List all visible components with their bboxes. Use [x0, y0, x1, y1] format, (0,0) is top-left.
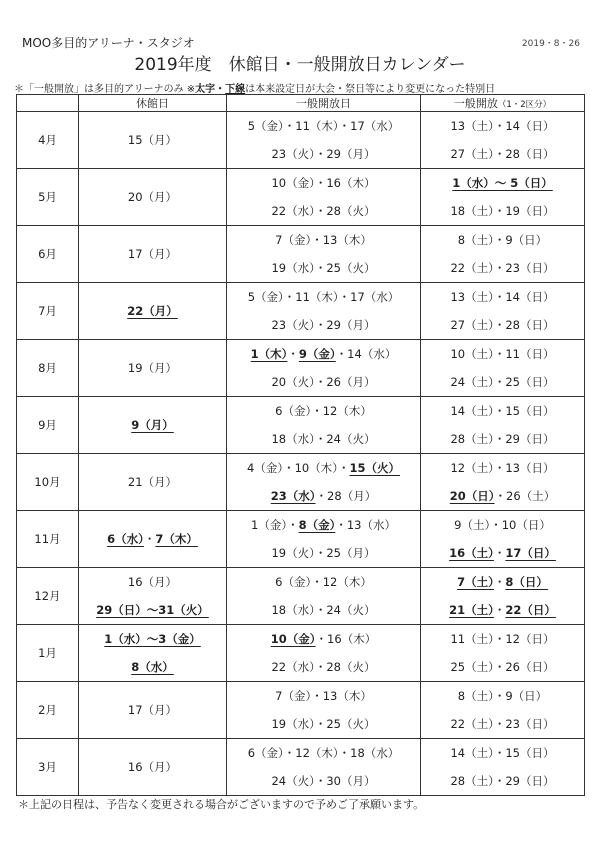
- closed-line: [128, 696, 177, 724]
- open-special-date: 8（金）: [298, 518, 336, 532]
- closed-line: [131, 411, 174, 439]
- open-special-date: 10（金）: [270, 632, 316, 646]
- header-partial-label: 一般開放: [453, 97, 498, 110]
- closed-line: [107, 525, 198, 553]
- open-cell: [227, 226, 420, 282]
- closed-special-date: 6（水）: [107, 532, 144, 546]
- open-date: 19（火）・25（月）: [271, 546, 376, 560]
- partial-open-cell: [421, 739, 585, 796]
- closed-special-date: 8（水）: [131, 660, 174, 674]
- month-row: [17, 625, 585, 682]
- closed-cell: [79, 625, 226, 681]
- partial-line: [450, 340, 554, 368]
- open-cell: [227, 397, 420, 453]
- partial-open-cell: [421, 226, 585, 283]
- closed-day-cell: [79, 739, 227, 796]
- open-day-cell: [227, 340, 421, 397]
- closed-cell: [79, 454, 226, 510]
- closed-special-date: 1（水）～3（金）: [104, 632, 201, 646]
- month-label: 10月: [17, 454, 79, 511]
- closed-special-date: 7（木）: [155, 532, 198, 546]
- closed-date: 16（月）: [127, 575, 178, 589]
- partial-date: ・: [493, 546, 506, 560]
- open-line: [275, 682, 372, 710]
- closed-cell: [79, 169, 226, 225]
- legend-note-text-a: ＊「一般開放」は多目的アリーナのみ ※: [14, 84, 196, 95]
- partial-line: [450, 454, 554, 482]
- open-date: 6（金）・12（木）: [275, 404, 372, 418]
- legend-note-text-b: は本来設定日が大会・祭日等により変更になった特別日: [245, 84, 496, 95]
- open-day-cell: [227, 226, 421, 283]
- partial-line: [450, 254, 554, 282]
- partial-line: [454, 511, 551, 539]
- open-date: 18（水）・24（火）: [271, 432, 376, 446]
- open-day-cell: [227, 511, 421, 568]
- partial-date: 25（土）・26（日）: [450, 660, 555, 674]
- partial-date: 28（土）・29（日）: [450, 432, 555, 446]
- month-label: 1月: [17, 625, 79, 682]
- partial-date: ・26（土）: [494, 489, 556, 503]
- open-date: 10（金）・16（木）: [271, 176, 376, 190]
- partial-line: [450, 739, 554, 767]
- header-partial-sub: （1・2区分）: [497, 100, 552, 110]
- closed-line: [128, 753, 177, 781]
- partial-open-cell: [421, 340, 585, 397]
- header-partial: [421, 95, 585, 112]
- open-cell: [227, 340, 420, 396]
- open-date: 1（金）・: [251, 518, 299, 532]
- partial-cell: [421, 568, 584, 624]
- partial-line: [450, 197, 554, 225]
- month-row: [17, 682, 585, 739]
- open-date: ・28（月）: [315, 489, 377, 503]
- partial-cell: [421, 226, 584, 282]
- open-date: 7（金）・13（木）: [275, 233, 372, 247]
- partial-special-date: 16（土）: [449, 546, 494, 560]
- partial-date: 22（土）・23（日）: [450, 261, 555, 275]
- open-day-cell: [227, 739, 421, 796]
- open-line: [271, 368, 375, 396]
- partial-special-date: 17（日）: [505, 546, 556, 560]
- closed-day-cell: [79, 169, 227, 226]
- open-date: 24（火）・30（月）: [271, 774, 376, 788]
- open-cell: [227, 511, 420, 567]
- partial-date: 22（土）・23（日）: [450, 717, 555, 731]
- closed-line: [128, 240, 177, 268]
- closed-line: [104, 625, 201, 653]
- month-row: [17, 112, 585, 169]
- partial-line: [450, 425, 554, 453]
- closed-cell: [79, 682, 226, 738]
- partial-date: 13（土）・14（日）: [450, 119, 555, 133]
- closed-day-cell: [79, 226, 227, 283]
- open-cell: [227, 568, 420, 624]
- partial-open-cell: [421, 511, 585, 568]
- closed-line: [96, 596, 209, 624]
- open-line: [275, 397, 372, 425]
- page-title: 2019年度 休館日・一般開放日カレンダー: [134, 55, 466, 75]
- calendar-body: [17, 112, 585, 796]
- month-row: [17, 397, 585, 454]
- closed-line: [128, 468, 177, 496]
- open-date: 5（金）・11（木）・17（水）: [247, 290, 400, 304]
- month-row: [17, 568, 585, 625]
- partial-date: ・: [493, 603, 506, 617]
- partial-cell: [421, 454, 584, 510]
- open-line: [271, 254, 375, 282]
- open-line: [271, 539, 375, 567]
- partial-line: [457, 568, 548, 596]
- open-date: 23（火）・29（月）: [271, 318, 376, 332]
- open-date: 5（金）・11（木）・17（水）: [247, 119, 400, 133]
- open-line: [271, 625, 376, 653]
- month-label: 6月: [17, 226, 79, 283]
- open-day-cell: [227, 682, 421, 739]
- header-open: 一般開放日: [227, 95, 421, 112]
- calendar-table: [16, 94, 585, 796]
- closed-special-date: 22（月）: [127, 304, 178, 318]
- open-date: 20（火）・26（月）: [271, 375, 376, 389]
- footer-note: ＊上記の日程は、予告なく変更される場合がございますので予めご了承願います。: [18, 798, 425, 811]
- open-special-date: 23（水）: [270, 489, 316, 503]
- partial-open-cell: [421, 397, 585, 454]
- closed-special-date: 9（月）: [131, 418, 174, 432]
- closed-date: 16（月）: [127, 760, 178, 774]
- partial-date: 18（土）・19（日）: [450, 204, 555, 218]
- header-month: [17, 95, 79, 112]
- open-line: [248, 283, 400, 311]
- closed-cell: [79, 511, 226, 567]
- legend-underline-sample: 下線: [225, 84, 246, 95]
- closed-date: 20（月）: [127, 190, 178, 204]
- open-date: 7（金）・13（木）: [275, 689, 372, 703]
- partial-open-cell: [421, 283, 585, 340]
- partial-line: [450, 767, 554, 795]
- closed-day-cell: [79, 454, 227, 511]
- partial-cell: [421, 511, 584, 567]
- partial-cell: [421, 397, 584, 453]
- open-date: 18（水）・24（火）: [271, 603, 376, 617]
- closed-day-cell: [79, 568, 227, 625]
- closed-date: 17（月）: [127, 247, 178, 261]
- month-row: [17, 283, 585, 340]
- header-row: [17, 95, 585, 112]
- partial-date: 24（土）・25（日）: [450, 375, 555, 389]
- open-line: [251, 511, 396, 539]
- closed-day-cell: [79, 625, 227, 682]
- open-line: [271, 140, 375, 168]
- closed-day-cell: [79, 511, 227, 568]
- closed-line: [131, 653, 174, 681]
- open-line: [271, 197, 375, 225]
- closed-line: [128, 354, 177, 382]
- open-date: ・13（水）: [335, 518, 396, 532]
- month-row: [17, 340, 585, 397]
- closed-cell: [79, 226, 226, 282]
- partial-date: 27（土）・28（日）: [450, 147, 555, 161]
- partial-special-date: 8（日）: [505, 575, 548, 589]
- month-label: 4月: [17, 112, 79, 169]
- partial-special-date: 22（日）: [505, 603, 556, 617]
- closed-day-cell: [79, 340, 227, 397]
- month-label: 12月: [17, 568, 79, 625]
- partial-date: 11（土）・12（日）: [450, 632, 555, 646]
- partial-date: 8（土）・9（日）: [457, 689, 548, 703]
- partial-line: [450, 368, 554, 396]
- closed-day-cell: [79, 682, 227, 739]
- closed-date: 17（月）: [127, 703, 178, 717]
- partial-date: 8（土）・9（日）: [457, 233, 548, 247]
- open-date: 19（水）・25（火）: [271, 261, 376, 275]
- open-date: ・14（水）: [335, 347, 397, 361]
- partial-open-cell: [421, 112, 585, 169]
- open-line: [248, 112, 400, 140]
- open-line: [271, 767, 375, 795]
- closed-date: 19（月）: [127, 361, 178, 375]
- open-line: [271, 710, 375, 738]
- open-cell: [227, 682, 420, 738]
- month-row: [17, 169, 585, 226]
- open-special-date: 9（金）: [298, 347, 336, 361]
- open-day-cell: [227, 454, 421, 511]
- partial-line: [449, 596, 556, 624]
- month-row: [17, 511, 585, 568]
- open-cell: [227, 283, 420, 339]
- open-cell: [227, 169, 420, 225]
- issue-date: 2019・8・26: [521, 39, 580, 49]
- month-label: 8月: [17, 340, 79, 397]
- closed-cell: [79, 568, 226, 624]
- legend-bold-sample: 太字・: [195, 84, 226, 95]
- open-line: [271, 596, 375, 624]
- partial-date: 14（土）・15（日）: [450, 746, 555, 760]
- open-line: [271, 311, 375, 339]
- partial-open-cell: [421, 682, 585, 739]
- partial-line: [450, 625, 554, 653]
- partial-special-date: 1（水）～ 5（日）: [452, 176, 553, 190]
- closed-cell: [79, 340, 226, 396]
- partial-cell: [421, 682, 584, 738]
- open-line: [247, 454, 400, 482]
- closed-cell: [79, 739, 226, 795]
- partial-line: [452, 169, 553, 197]
- partial-date: 14（土）・15（日）: [450, 404, 555, 418]
- open-date: 4（金）・10（木）・: [247, 461, 350, 475]
- open-line: [275, 226, 372, 254]
- closed-line: [127, 297, 178, 325]
- open-cell: [227, 739, 420, 795]
- month-label: 5月: [17, 169, 79, 226]
- partial-cell: [421, 340, 584, 396]
- closed-cell: [79, 112, 226, 168]
- closed-line: [128, 183, 177, 211]
- partial-line: [458, 682, 547, 710]
- partial-date: ・: [493, 575, 506, 589]
- partial-line: [450, 397, 554, 425]
- closed-day-cell: [79, 283, 227, 340]
- open-line: [271, 425, 375, 453]
- partial-cell: [421, 169, 584, 225]
- partial-special-date: 20（日）: [449, 489, 495, 503]
- partial-cell: [421, 112, 584, 168]
- legend-note: [14, 80, 495, 95]
- partial-special-date: 7（土）: [457, 575, 494, 589]
- closed-date: 21（月）: [127, 475, 178, 489]
- open-day-cell: [227, 283, 421, 340]
- month-row: [17, 454, 585, 511]
- partial-date: 12（土）・13（日）: [450, 461, 555, 475]
- open-line: [248, 739, 400, 767]
- partial-date: 27（土）・28（日）: [450, 318, 555, 332]
- closed-cell: [79, 283, 226, 339]
- header-closed: 休館日: [79, 95, 227, 112]
- open-day-cell: [227, 568, 421, 625]
- open-date: ・: [287, 347, 299, 361]
- open-line: [275, 568, 372, 596]
- open-line: [251, 340, 397, 368]
- calendar-table-wrapper: [16, 94, 584, 790]
- open-cell: [227, 454, 420, 510]
- closed-day-cell: [79, 112, 227, 169]
- open-date: ・16（木）: [315, 632, 377, 646]
- open-day-cell: [227, 112, 421, 169]
- open-special-date: 1（木）: [250, 347, 288, 361]
- partial-open-cell: [421, 454, 585, 511]
- partial-line: [458, 226, 547, 254]
- open-date: 23（火）・29（月）: [271, 147, 376, 161]
- partial-line: [450, 140, 554, 168]
- open-special-date: 15（火）: [349, 461, 400, 475]
- partial-line: [449, 539, 556, 567]
- open-date: 22（水）・28（火）: [271, 660, 376, 674]
- partial-cell: [421, 283, 584, 339]
- open-date: 19（水）・25（火）: [271, 717, 376, 731]
- partial-cell: [421, 625, 584, 681]
- open-date: 22（水）・28（火）: [271, 204, 376, 218]
- open-day-cell: [227, 625, 421, 682]
- partial-open-cell: [421, 625, 585, 682]
- partial-line: [450, 112, 554, 140]
- closed-cell: [79, 397, 226, 453]
- partial-open-cell: [421, 169, 585, 226]
- open-date: 6（金）・12（木）: [275, 575, 372, 589]
- closed-line: [128, 126, 177, 154]
- partial-special-date: 21（土）: [449, 603, 494, 617]
- partial-date: 10（土）・11（日）: [450, 347, 555, 361]
- month-label: 3月: [17, 739, 79, 796]
- month-label: 9月: [17, 397, 79, 454]
- partial-date: 9（土）・10（日）: [454, 518, 551, 532]
- month-label: 11月: [17, 511, 79, 568]
- open-cell: [227, 625, 420, 681]
- open-date: 6（金）・12（木）・18（水）: [247, 746, 400, 760]
- closed-line: [128, 568, 177, 596]
- partial-line: [450, 482, 555, 510]
- closed-day-cell: [79, 397, 227, 454]
- partial-line: [450, 283, 554, 311]
- open-day-cell: [227, 169, 421, 226]
- partial-line: [450, 311, 554, 339]
- open-cell: [227, 112, 420, 168]
- month-label: 2月: [17, 682, 79, 739]
- closed-date: ・: [143, 532, 156, 546]
- open-day-cell: [227, 397, 421, 454]
- partial-line: [450, 653, 554, 681]
- partial-cell: [421, 739, 584, 795]
- partial-line: [450, 710, 554, 738]
- partial-date: 28（土）・29（日）: [450, 774, 555, 788]
- month-row: [17, 226, 585, 283]
- facility-name: MOO多目的アリーナ・スタジオ: [22, 36, 195, 50]
- partial-open-cell: [421, 568, 585, 625]
- open-line: [271, 482, 376, 510]
- open-line: [271, 169, 375, 197]
- month-row: [17, 739, 585, 796]
- closed-special-date: 29（日）～31（火）: [96, 603, 209, 617]
- month-label: 7月: [17, 283, 79, 340]
- open-line: [271, 653, 375, 681]
- partial-date: 13（土）・14（日）: [450, 290, 555, 304]
- closed-date: 15（月）: [127, 133, 178, 147]
